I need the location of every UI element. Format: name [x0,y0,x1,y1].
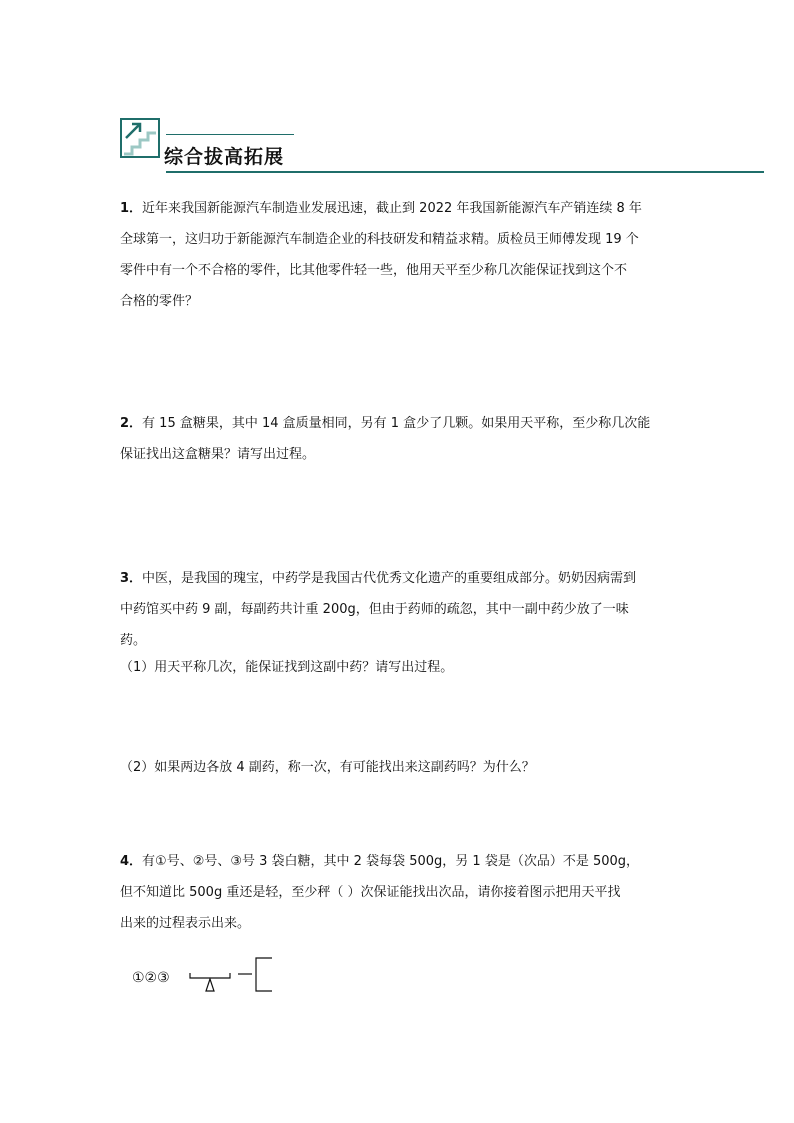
question-number: 1． [120,201,143,216]
question-line: 合格的零件？ [120,294,199,309]
question-line: 3．中医，是我国的瑰宝，中药学是我国古代优秀文化遗产的重要组成部分。奶奶因病需到 [120,571,637,586]
header-underline [166,171,764,173]
question-number: 2． [120,416,143,431]
bag-labels: ①②③ [132,970,170,986]
scale-fulcrum-icon [206,979,214,991]
question-3-part-2 [120,752,680,783]
stairs-arrow-icon [120,118,160,158]
question-line: 2．有 15 盒糖果，其中 14 盒质量相同，另有 1 盒少了几颗。如果用天平称，至少称几次能 [120,416,651,431]
question-subpart-1: （1）用天平称几次，能保证找到这副中药？请写出过程。 [120,660,454,675]
question-line: 药。 [120,633,147,648]
question-line: 出来的过程表示出来。 [120,916,251,931]
section-title: 综合拔高拓展 [164,146,285,168]
header-top-rule [166,134,294,135]
question-number: 3． [120,571,143,586]
balance-scale-diagram [132,955,292,995]
question-4 [120,846,680,939]
question-1 [120,193,680,317]
question-number: 4． [120,854,143,869]
question-line: 但不知道比 500g 重还是轻，至少秤（ ）次保证能找出次品，请你接着图示把用天平找 [120,885,621,900]
question-line: 零件中有一个不合格的零件，比其他零件轻一些，他用天平至少称几次能保证找到这个不 [120,263,628,278]
section-header [120,118,764,174]
branch-bracket [256,958,272,991]
question-3 [120,563,680,683]
question-line: 保证找出这盒糖果？请写出过程。 [120,447,316,462]
question-line: 4．有①号、②号、③号 3 袋白糖，其中 2 袋每袋 500g，另 1 袋是（次品）不是 500g， [120,854,640,869]
question-line: 1．近年来我国新能源汽车制造业发展迅速，截止到 2022 年我国新能源汽车产销连续 8 年 [120,201,642,216]
question-line: 全球第一，这归功于新能源汽车制造企业的科技研发和精益求精。质检员王师傅发现 19 个 [120,232,639,247]
question-line: 中药馆买中药 9 副，每副药共计重 200g，但由于药师的疏忽，其中一副中药少放了一味 [120,602,629,617]
question-2 [120,408,680,470]
question-subpart-2: （2）如果两边各放 4 副药，称一次，有可能找出来这副药吗？为什么？ [120,760,535,775]
